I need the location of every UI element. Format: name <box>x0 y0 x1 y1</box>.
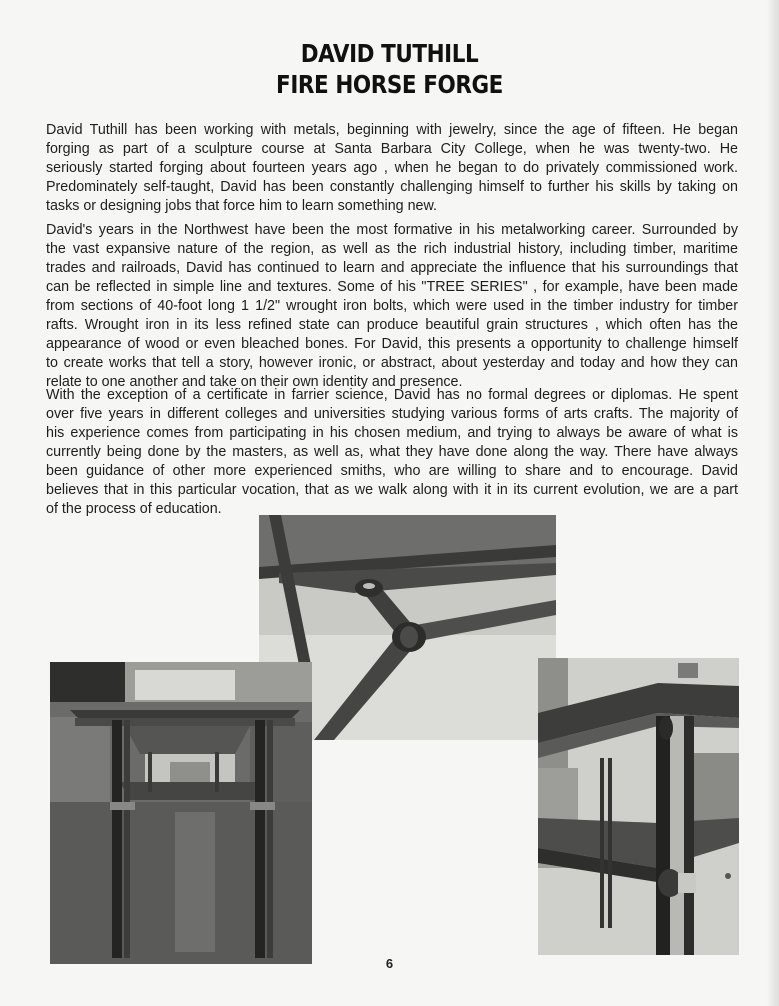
text-line: tasks or designing jobs that force him to learn something new. <box>46 198 437 214</box>
paragraph-1 <box>46 121 738 216</box>
page-number: 6 <box>385 956 394 971</box>
text-line: believes that in this particular vocation, that as we walk along with it in its current evolution, we are a part <box>46 482 738 498</box>
text-line: to create works that tell a story, however ironic, or abstract, about yesterday and today and how they can <box>46 355 738 371</box>
paragraph-2 <box>46 221 738 392</box>
text-line: rafts. Wrought iron in its less refined state can produce beautiful grain structures , which often has the <box>46 317 738 333</box>
text-line: from sections of 40-foot long 1 1/2" wrought iron bolts, which were used in the timber industry for timber <box>46 298 738 314</box>
photo-table-corner <box>538 658 739 955</box>
text-line: the vast expansive nature of the region, as well as the rich industrial history, including timber, maritime <box>46 241 738 257</box>
text-line: appearance of wood or even bleached bones. For David, this presents a opportunity to challenge himself <box>46 336 738 352</box>
title-line-1: DAVID TUTHILL <box>300 39 479 68</box>
text-line: of the process of education. <box>46 501 222 517</box>
text-line: relate to one another and take on their own identity and presence. <box>46 374 463 390</box>
text-line: over five years in different colleges and universities studying various forms of arts crafts. The majority of <box>46 406 738 422</box>
text-line: Predominately self-taught, David has been constantly challenging himself to further his skills by taking on <box>46 179 738 195</box>
text-line: trades and railroads, David has continued to learn and appreciate the influence that his surroundings that <box>46 260 738 276</box>
text-line: David's years in the Northwest have been the most formative in his metalworking career. Surrounded by <box>46 222 738 238</box>
text-line: With the exception of a certificate in farrier science, David has no formal degrees or diplomas. He spent <box>46 387 738 403</box>
text-line: his experience comes from participating in his chosen medium, and trying to always be aware of what is <box>46 425 738 441</box>
text-line: been guidance of other more experienced smiths, who are willing to share and to encourage. David <box>46 463 738 479</box>
paragraph-3 <box>46 386 738 519</box>
text-line: seriously started forging about fourteen years ago , when he began to do privately commissioned work. <box>46 160 738 176</box>
text-line: forging as part of a sculpture course at Santa Barbara City College, when he was twenty-two. He <box>46 141 738 157</box>
text-line: David Tuthill has been working with metals, beginning with jewelry, since the age of fifteen. He began <box>46 122 738 138</box>
page-edge-shadow <box>767 0 779 1006</box>
text-line: can be reflected in simple line and textures. Some of his "TREE SERIES" , for example, have been made <box>46 279 738 295</box>
text-line: currently being done by the masters, as well as, what they have done along the way. There have always <box>46 444 738 460</box>
title-line-2: FIRE HORSE FORGE <box>276 70 503 99</box>
article-title <box>55 38 725 100</box>
photo-table-front <box>50 662 312 964</box>
